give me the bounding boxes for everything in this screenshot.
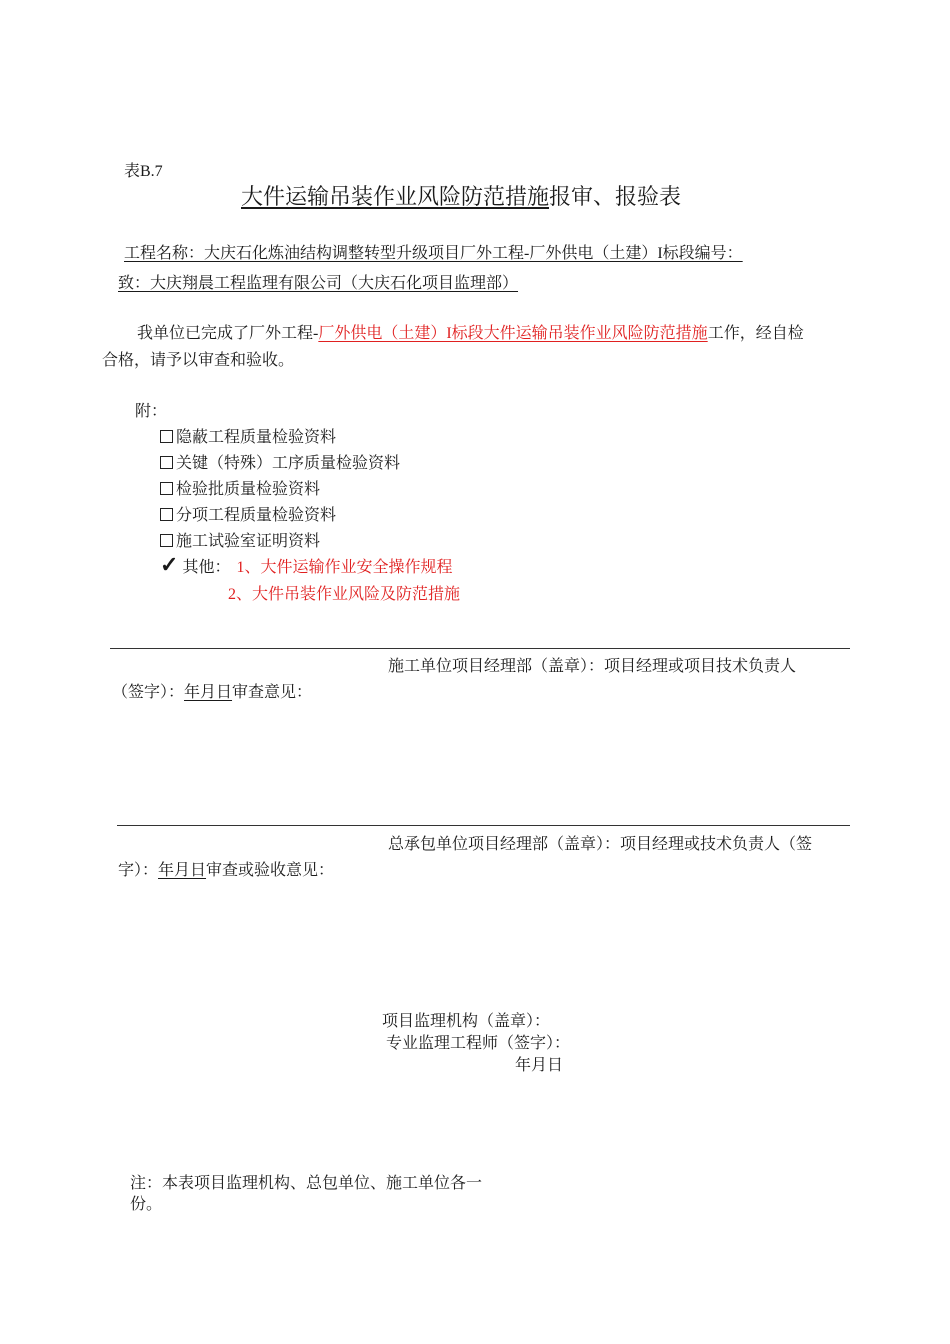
general-contractor-sign-line2: [118, 857, 334, 880]
project-name-line: 工程名称：大庆石化炼油结构调整转型升级项目厂外工程-厂外供电（土建）I标段编号：: [124, 245, 743, 262]
other-label: 其他：: [182, 559, 231, 576]
sign-label: （签字）：: [112, 684, 185, 701]
attachment-label: 隐蔽工程质量检验资料: [176, 429, 337, 446]
contractor-sign-line: 施工单位项目经理部（盖章）：项目经理或项目技术负责人: [388, 658, 797, 675]
attachment-label: 分项工程质量检验资料: [176, 507, 337, 524]
recipient-line: [118, 270, 518, 293]
body-highlight: 厂外供电（土建）I标段大件运输吊装作业风险防范措施: [318, 325, 708, 342]
footnote-line1: 注：本表项目监理机构、总包单位、施工单位各一: [130, 1175, 483, 1192]
general-contractor-sign-line: 总承包单位项目经理部（盖章）：项目经理或技术负责人（签: [388, 836, 813, 853]
attachment-item: [160, 450, 400, 473]
checkbox-icon[interactable]: [160, 482, 173, 495]
supervision-engineer: 专业监理工程师（签字）：: [386, 1035, 571, 1052]
review-acceptance-opinion-label: 审查或验收意见：: [206, 862, 335, 879]
supervision-org: 项目监理机构（盖章）：: [382, 1013, 551, 1030]
date-field[interactable]: 年月日: [184, 684, 233, 701]
checkbox-icon[interactable]: [160, 534, 173, 547]
body-paragraph-line2: 合格，请予以审查和验收。: [102, 352, 295, 369]
body-paragraph-line1: [137, 320, 804, 343]
supervision-date: 年月日: [515, 1057, 564, 1074]
attachment-label: 检验批质量检验资料: [176, 481, 321, 498]
checkmark-icon[interactable]: ✓: [160, 552, 179, 577]
form-code: 表B.7: [124, 163, 163, 180]
attachment-item: [160, 424, 336, 447]
review-opinion-label: 审查意见：: [232, 684, 313, 701]
body-prefix: 我单位已完成了厂外工程-: [137, 325, 319, 342]
attachment-label: 施工试验室证明资料: [176, 533, 321, 550]
checkbox-icon[interactable]: [160, 508, 173, 521]
title-suffix: 报审、报验表: [549, 184, 682, 209]
other-item-2: 2、大件吊装作业风险及防范措施: [228, 586, 461, 603]
page-title: [241, 180, 681, 211]
divider: [117, 825, 850, 826]
attachment-item: [160, 528, 320, 551]
recipient-text: 致：大庆翔晨工程监理有限公司（大庆石化项目监理部）: [118, 275, 519, 292]
attachment-label: 关键（特殊）工序质量检验资料: [176, 455, 401, 472]
attachment-other: [160, 552, 452, 578]
checkbox-icon[interactable]: [160, 430, 173, 443]
body-suffix: 工作，经自检: [707, 325, 804, 342]
attachment-item: [160, 476, 320, 499]
attachment-item: [160, 502, 336, 525]
contractor-sign-line2: [112, 679, 312, 702]
divider: [110, 648, 850, 649]
attachments-label: 附：: [135, 403, 168, 420]
sign-label: 字）：: [118, 862, 159, 879]
title-main: 大件运输吊装作业风险防范措施: [241, 184, 550, 209]
footnote-line2: 份。: [130, 1196, 163, 1213]
checkbox-icon[interactable]: [160, 456, 173, 469]
other-item-1: 1、大件运输作业安全操作规程: [236, 559, 453, 576]
date-field[interactable]: 年月日: [158, 862, 207, 879]
